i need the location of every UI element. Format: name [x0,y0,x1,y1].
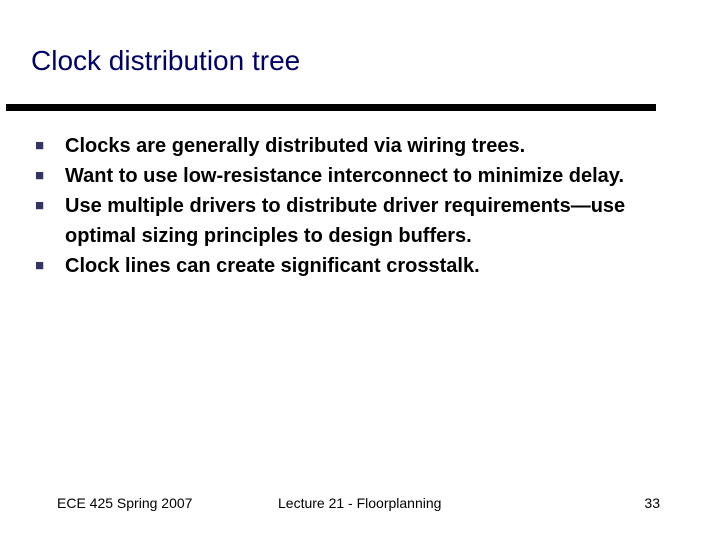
slide-title: Clock distribution tree [31,45,301,76]
bullet-icon: ■ [35,257,45,274]
bullet-item [35,251,655,281]
bullet-item [35,191,655,251]
footer-lecture: Lecture 21 - Floorplanning [278,495,442,511]
bullet-text: Want to use low-resistance interconnect to minimize delay. [65,165,625,187]
bullet-item [35,131,655,161]
footer-course: ECE 425 Spring 2007 [57,495,193,511]
bullet-icon: ■ [35,167,45,184]
bullet-item [35,161,655,191]
bullet-text: Clock lines can create significant crosstalk. [65,255,480,277]
bullet-icon: ■ [35,137,45,154]
bullet-icon: ■ [35,197,45,214]
title-rule [6,104,656,111]
footer-page-number: 33 [644,495,660,511]
bullet-list [35,131,655,281]
bullet-text: Clocks are generally distributed via wiring trees. [65,135,526,157]
bullet-text: Use multiple drivers to distribute driver requirements—use optimal sizing principles to design buffers. [65,195,626,247]
